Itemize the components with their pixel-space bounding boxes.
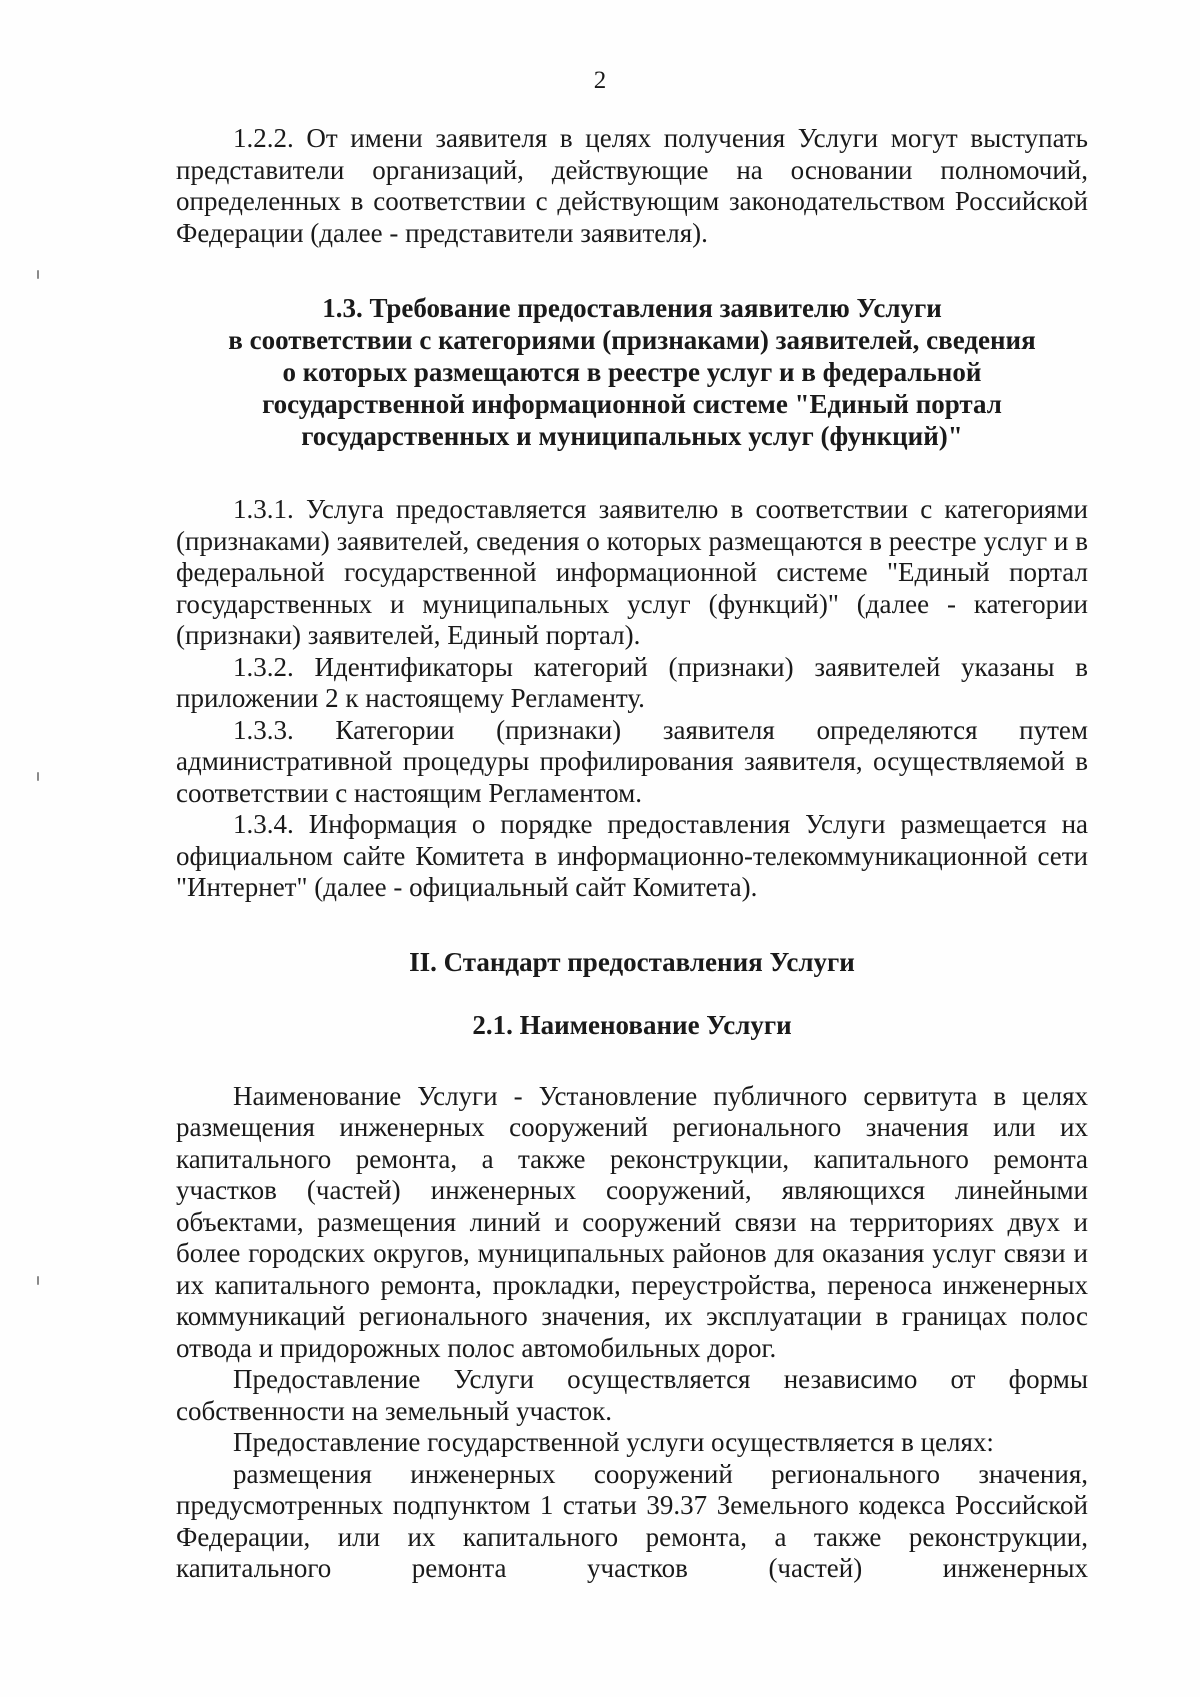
heading-line: государственной информационной системе "Единый портал [262, 389, 1002, 419]
heading-line: о которых размещаются в реестре услуг и в федеральной [282, 357, 982, 387]
paragraph-1-3-4: 1.3.4. Информация о порядке предоставления Услуги размещается на официальном сайте Комитета в информационно-телекоммуникационной сети "Интернет" (далее - официальный сайт Комитета). [176, 809, 1088, 902]
heading-line: государственных и муниципальных услуг (функций)" [301, 421, 963, 451]
heading-line: в соответствии с категориями (признаками) заявителей, сведения [228, 325, 1036, 355]
section-heading-1-3 [176, 292, 1088, 452]
paragraph-ownership: Предоставление Услуги осуществляется независимо от формы собственности на земельный участок. [176, 1364, 1088, 1426]
scan-speck [37, 772, 39, 781]
heading-line: 1.3. Требование предоставления заявителю Услуги [322, 293, 942, 323]
section-heading-2-1: 2.1. Наименование Услуги [472, 1009, 792, 1040]
section-heading-2: II. Стандарт предоставления Услуги [409, 946, 855, 977]
paragraph-1-3-1: 1.3.1. Услуга предоставляется заявителю в соответствии с категориями (признаками) заявителей, сведения о которых размещаются в реестре услуг и в федеральной государственной информационной системе "Единый портал государственных и муниципальных услуг (функций)" (далее - категории (признаки) заявителей, Единый портал). [176, 494, 1088, 650]
paragraph-purpose: Предоставление государственной услуги осуществляется в целях: [233, 1427, 994, 1457]
paragraph-placement: размещения инженерных сооружений регионального значения, предусмотренных подпунктом 1 статьи 39.37 Земельного кодекса Российской Федерации, или их капитального ремонта, а также реконструкции, капитального ремонта участков (частей) инженерных [176, 1458, 1088, 1583]
document-body [176, 123, 1088, 1585]
paragraph-1-3-3: 1.3.3. Категории (признаки) заявителя определяются путем административной процедуры профилирования заявителя, осуществляемой в соответствии с настоящим Регламентом. [176, 714, 1088, 808]
page-number: 2 [593, 67, 607, 94]
paragraph-service-name: Наименование Услуги - Установление публичного сервитута в целях размещения инженерных сооружений регионального значения или их капитального ремонта, а также реконструкции, капитального ремонта участков (частей) инженерных сооружений, являющихся линейными объектами, размещения линий и сооружений связи на территориях двух и более городских округов, муниципальных районов для оказания услуг связи и их капитального ремонта, прокладки, переустройства, переноса инженерных коммуникаций регионального значения, их эксплуатации в границах полос отвода и придорожных полос автомобильных дорог. [176, 1080, 1088, 1363]
paragraph-1-3-2: 1.3.2. Идентификаторы категорий (признаки) заявителей указаны в приложении 2 к настоящему Регламенту. [176, 651, 1088, 713]
scan-speck [37, 1276, 39, 1285]
paragraph-1-2-2: 1.2.2. От имени заявителя в целях получения Услуги могут выступать представители организаций, действующие на основании полномочий, определенных в соответствии с действующим законодательством Российской Федерации (далее - представители заявителя). [176, 123, 1088, 248]
scan-speck [37, 270, 39, 279]
